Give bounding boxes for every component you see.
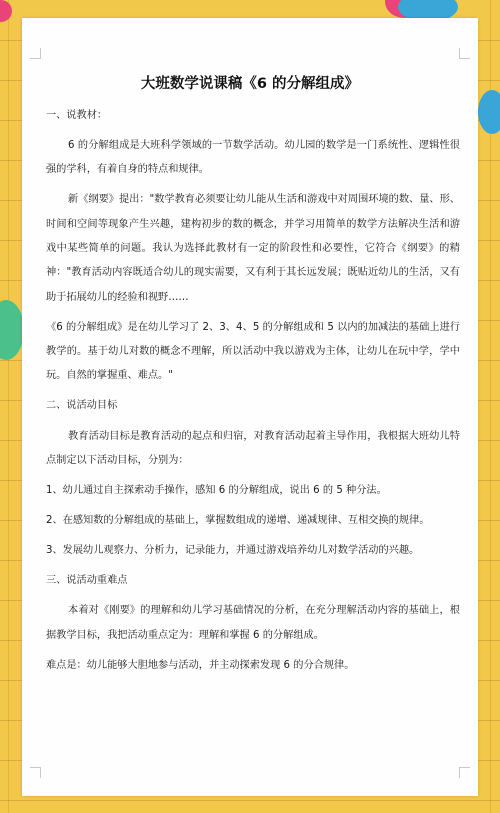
paragraph: 《6 的分解组成》是在幼儿学习了 2、3、4、5 的分解组成和 5 以内的加减法的基础上进行教学的。基于幼儿对数的概念不理解，所以活动中我以游戏为主体，让幼儿在玩中学，学中玩。自然的掌握重、难点。": [46, 321, 460, 382]
document-title: 大班数学说课稿《6 的分解组成》: [140, 76, 360, 92]
paragraph: 新《纲要》提出："数学教育必须要让幼儿能从生活和游戏中对周围环境的数、量、形、时间和空间等现象产生兴趣，建构初步的数的概念，并学习用简单的数学方法解决生活和游戏中某些简单的问题。我认为选择此教材有一定的阶段性和必要性，它符合《纲要》的精神："教育活动内容既适合幼儿的现实需要，又有利于其长远发展；既贴近幼儿的生活，又有助于拓展幼儿的经验和视野……: [46, 194, 460, 303]
list-item: 1、幼儿通过自主探索动手操作，感知 6 的分解组成，说出 6 的 5 种分法。: [46, 484, 387, 496]
list-item: 2、在感知数的分解组成的基础上，掌握数组成的递增、递减规律、互相交换的规律。: [46, 515, 430, 527]
paragraph: 6 的分解组成是大班科学领域的一节数学活动。幼儿园的数学是一门系统性、逻辑性很强的学科，有着自身的特点和规律。: [46, 140, 460, 176]
paragraph: 难点是：幼儿能够大胆地参与活动，并主动探索发现 6 的分合规律。: [46, 659, 355, 671]
decorative-blob-pink-left: [0, 0, 12, 22]
decorative-blob-green: [0, 300, 24, 360]
paragraph: 本着对《刚要》的理解和幼儿学习基础情况的分析，在充分理解活动内容的基础上，根据教学目标，我把活动重点定为：理解和掌握 6 的分解组成。: [46, 605, 460, 641]
section-heading: 一、说教材：: [46, 110, 108, 121]
document-body: [46, 104, 460, 684]
section-heading: 二、说活动目标: [46, 400, 118, 412]
decorative-blob-blue-right: [478, 90, 500, 134]
list-item: 3、发展幼儿观察力、分析力，记录能力，并通过游戏培养幼儿对数学活动的兴趣。: [46, 545, 420, 557]
paragraph: 教育活动目标是教育活动的起点和归宿，对教育活动起着主导作用，我根据大班幼儿特点制定以下活动目标，分别为：: [46, 430, 460, 466]
section-heading: 三、说活动重难点: [46, 575, 128, 587]
